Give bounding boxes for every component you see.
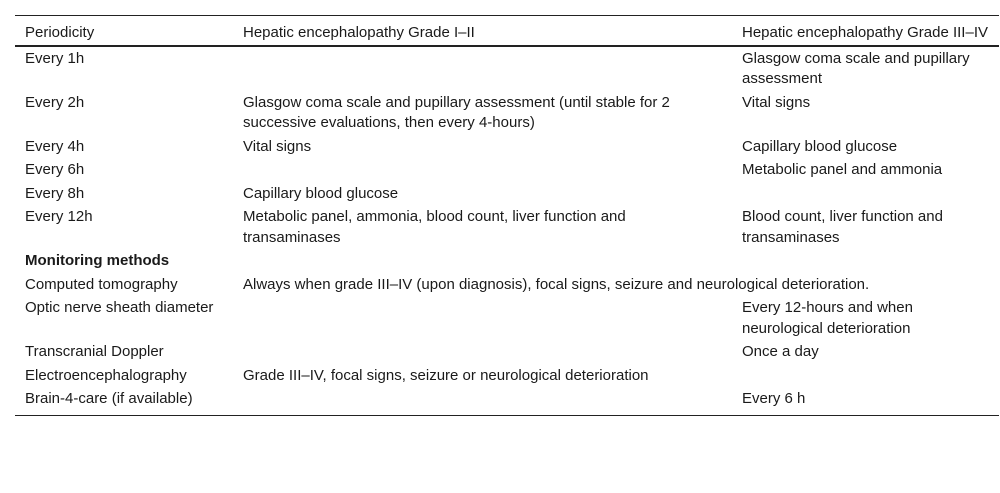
row-method: Electroencephalography <box>25 366 187 384</box>
row-grade-1-2: Vital signs <box>243 137 312 155</box>
section-row <box>15 250 999 274</box>
row-grade-3-4 <box>732 365 999 389</box>
row-method: Brain-4-care (if available) <box>25 390 193 407</box>
row-grade-1-2: Grade III–IV, focal signs, seizure or neurological deterioration <box>243 366 649 384</box>
table-row <box>15 206 999 250</box>
header-grade-3-4: Hepatic encephalopathy Grade III–IV <box>742 24 988 41</box>
row-method: Transcranial Doppler <box>25 343 164 360</box>
row-grade-1-2 <box>233 297 732 341</box>
row-grade-1-2: Capillary blood glucose <box>243 184 399 202</box>
row-periodicity: Every 1h <box>25 49 85 67</box>
header-grade-1-2: Hepatic encephalopathy Grade I–II <box>243 24 475 41</box>
row-grade-1-2: Glasgow coma scale and pupillary assessment (until stable for 2 successive evaluations, then every 4-hours) <box>243 93 670 131</box>
row-periodicity: Every 4h <box>25 137 85 155</box>
table-row <box>15 46 999 92</box>
table-row <box>15 297 999 341</box>
table-row <box>15 274 999 298</box>
row-grade-1-2: Metabolic panel, ammonia, blood count, liver function and transaminases <box>243 208 626 246</box>
table-row <box>15 136 999 160</box>
row-grade-3-4: Blood count, liver function and transaminases <box>742 208 943 246</box>
row-grade-1-2 <box>233 388 732 415</box>
row-grade-1-2 <box>233 341 732 365</box>
row-method: Optic nerve sheath diameter <box>25 299 214 316</box>
row-grade-1-2 <box>233 159 732 183</box>
row-grade-3-4: Vital signs <box>742 93 811 111</box>
table-row <box>15 159 999 183</box>
table-row <box>15 183 999 207</box>
row-grade-3-4: Every 6 h <box>742 390 806 407</box>
monitoring-table <box>15 15 999 416</box>
table-row <box>15 388 999 415</box>
row-grade-3-4: Metabolic panel and ammonia <box>742 161 943 178</box>
row-grade-3-4 <box>732 183 999 207</box>
row-periodicity: Every 12h <box>25 208 93 225</box>
section-title-monitoring-methods: Monitoring methods <box>25 252 170 269</box>
table-row <box>15 92 999 136</box>
monitoring-table-container <box>15 15 999 416</box>
table-row <box>15 365 999 389</box>
header-periodicity: Periodicity <box>25 24 95 41</box>
row-grade-3-4: Capillary blood glucose <box>742 137 898 155</box>
row-grade-1-2 <box>233 46 732 92</box>
table-header-row <box>15 16 999 46</box>
row-grade-3-4: Once a day <box>742 343 819 360</box>
table-row <box>15 341 999 365</box>
row-grade-3-4: Every 12-hours and when neurological deterioration <box>742 299 913 337</box>
row-periodicity: Every 6h <box>25 161 85 178</box>
row-periodicity: Every 2h <box>25 93 85 111</box>
row-grade-3-4: Glasgow coma scale and pupillary assessment <box>742 49 970 87</box>
row-method: Computed tomography <box>25 275 178 293</box>
row-method-frequency-spanning: Always when grade III–IV (upon diagnosis), focal signs, seizure and neurological deterioration. <box>243 275 870 293</box>
row-periodicity: Every 8h <box>25 184 85 202</box>
